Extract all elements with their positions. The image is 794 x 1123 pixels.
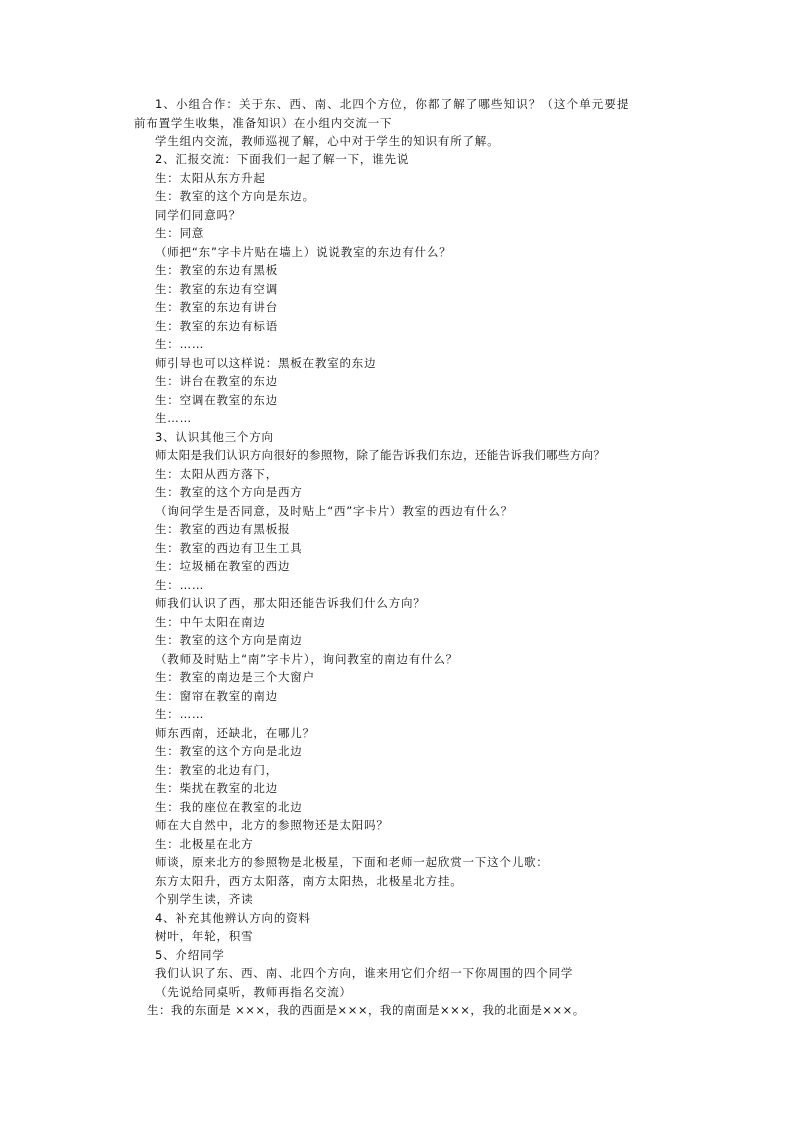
text-line: 师我们认识了西，那太阳还能告诉我们什么方向？ <box>155 596 426 610</box>
text-line: 生：教室的这个方向是北边 <box>155 744 303 758</box>
text-line: 生：垃圾桶在教室的西边 <box>155 559 291 573</box>
text-line: 生…… <box>155 411 192 425</box>
text-line: （师把“东”字卡片贴在墙上）说说教室的东边有什么？ <box>155 245 452 259</box>
text-line: （询问学生是否同意，及时贴上“西”字卡片）教室的西边有什么？ <box>155 504 513 518</box>
text-line: 生：教室的东边有讲台 <box>155 300 278 314</box>
text-line: 生：…… <box>155 578 205 592</box>
text-line: 师太阳是我们认识方向很好的参照物，除了能告诉我们东边，还能告诉我们哪些方向？ <box>155 448 606 462</box>
text-line: 生：教室的北边有门， <box>155 763 278 777</box>
text-line: （教师及时贴上“南”字卡片），询问教室的南边有什么？ <box>155 652 458 666</box>
text-line: 师谈，原来北方的参照物是北极星，下面和老师一起欣赏一下这个儿歌： <box>155 855 549 869</box>
text-line: 生：教室的西边有卫生工具 <box>155 541 303 555</box>
text-line: 我们认识了东、西、南、北四个方向，谁来用它们介绍一下你周围的四个同学 <box>155 966 574 980</box>
text-line: 1、小组合作：关于东、西、南、北四个方位，你都了解了哪些知识？（这个单元要提 <box>155 97 630 111</box>
text-line: 个别学生读，齐读 <box>155 892 254 906</box>
text-line: 生：…… <box>155 337 205 351</box>
text-line: 生：教室的这个方向是南边 <box>155 633 303 647</box>
text-line: 生：太阳从西方落下， <box>155 467 278 481</box>
text-line: 生：教室的西边有黑板报 <box>155 522 291 536</box>
text-line: 生：教室的这个方向是西方 <box>155 485 303 499</box>
text-line: 师东西南，还缺北，在哪儿？ <box>155 726 315 740</box>
text-line: 生：中午太阳在南边 <box>155 615 266 629</box>
text-line: 生：…… <box>155 707 205 721</box>
text-line: 生：柴扰在教室的北边 <box>155 781 278 795</box>
text-line: 生：教室的南边是三个大窗户 <box>155 670 315 684</box>
text-line: 生：窗帘在教室的南边 <box>155 689 278 703</box>
text-line: 树叶，年轮，积雪 <box>155 929 254 943</box>
text-line: 生：空调在教室的东边 <box>155 393 278 407</box>
text-line: （先说给同桌听，教师再指名交流） <box>155 985 352 999</box>
text-line: 生：我的座位在教室的北边 <box>155 800 303 814</box>
text-line: 同学们同意吗？ <box>155 208 242 222</box>
text-line: 前布置学生收集，准备知识）在小组内交流一下 <box>134 116 393 130</box>
text-line: 生：同意 <box>155 226 205 240</box>
text-line: 生：太阳从东方升起 <box>155 171 266 185</box>
text-line: 4、补充其他辨认方向的资料 <box>155 911 311 925</box>
text-line: 生：教室的这个方向是东边。 <box>155 189 315 203</box>
text-line: 师在大自然中，北方的参照物还是太阳吗？ <box>155 818 389 832</box>
text-line: 生：北极星在北方 <box>155 837 254 851</box>
text-line: 3、认识其他三个方向 <box>155 430 274 444</box>
text-line: 生：教室的东边有标语 <box>155 319 278 333</box>
text-line: 生：教室的东边有空调 <box>155 282 278 296</box>
text-line: 生：我的东面是 ×××，我的西面是×××，我的南面是×××，我的北面是×××。 <box>147 1003 585 1017</box>
text-line: 东方太阳升，西方太阳落，南方太阳热，北极星北方挂。 <box>155 874 463 888</box>
text-line: 生：教室的东边有黑板 <box>155 263 278 277</box>
text-line: 学生组内交流，教师巡视了解，心中对于学生的知识有所了解。 <box>155 134 500 148</box>
text-line: 师引导也可以这样说：黑板在教室的东边 <box>155 356 377 370</box>
text-line: 5、介绍同学 <box>155 948 225 962</box>
text-line: 生：讲台在教室的东边 <box>155 374 278 388</box>
text-line: 2、汇报交流：下面我们一起了解一下，谁先说 <box>155 152 410 166</box>
